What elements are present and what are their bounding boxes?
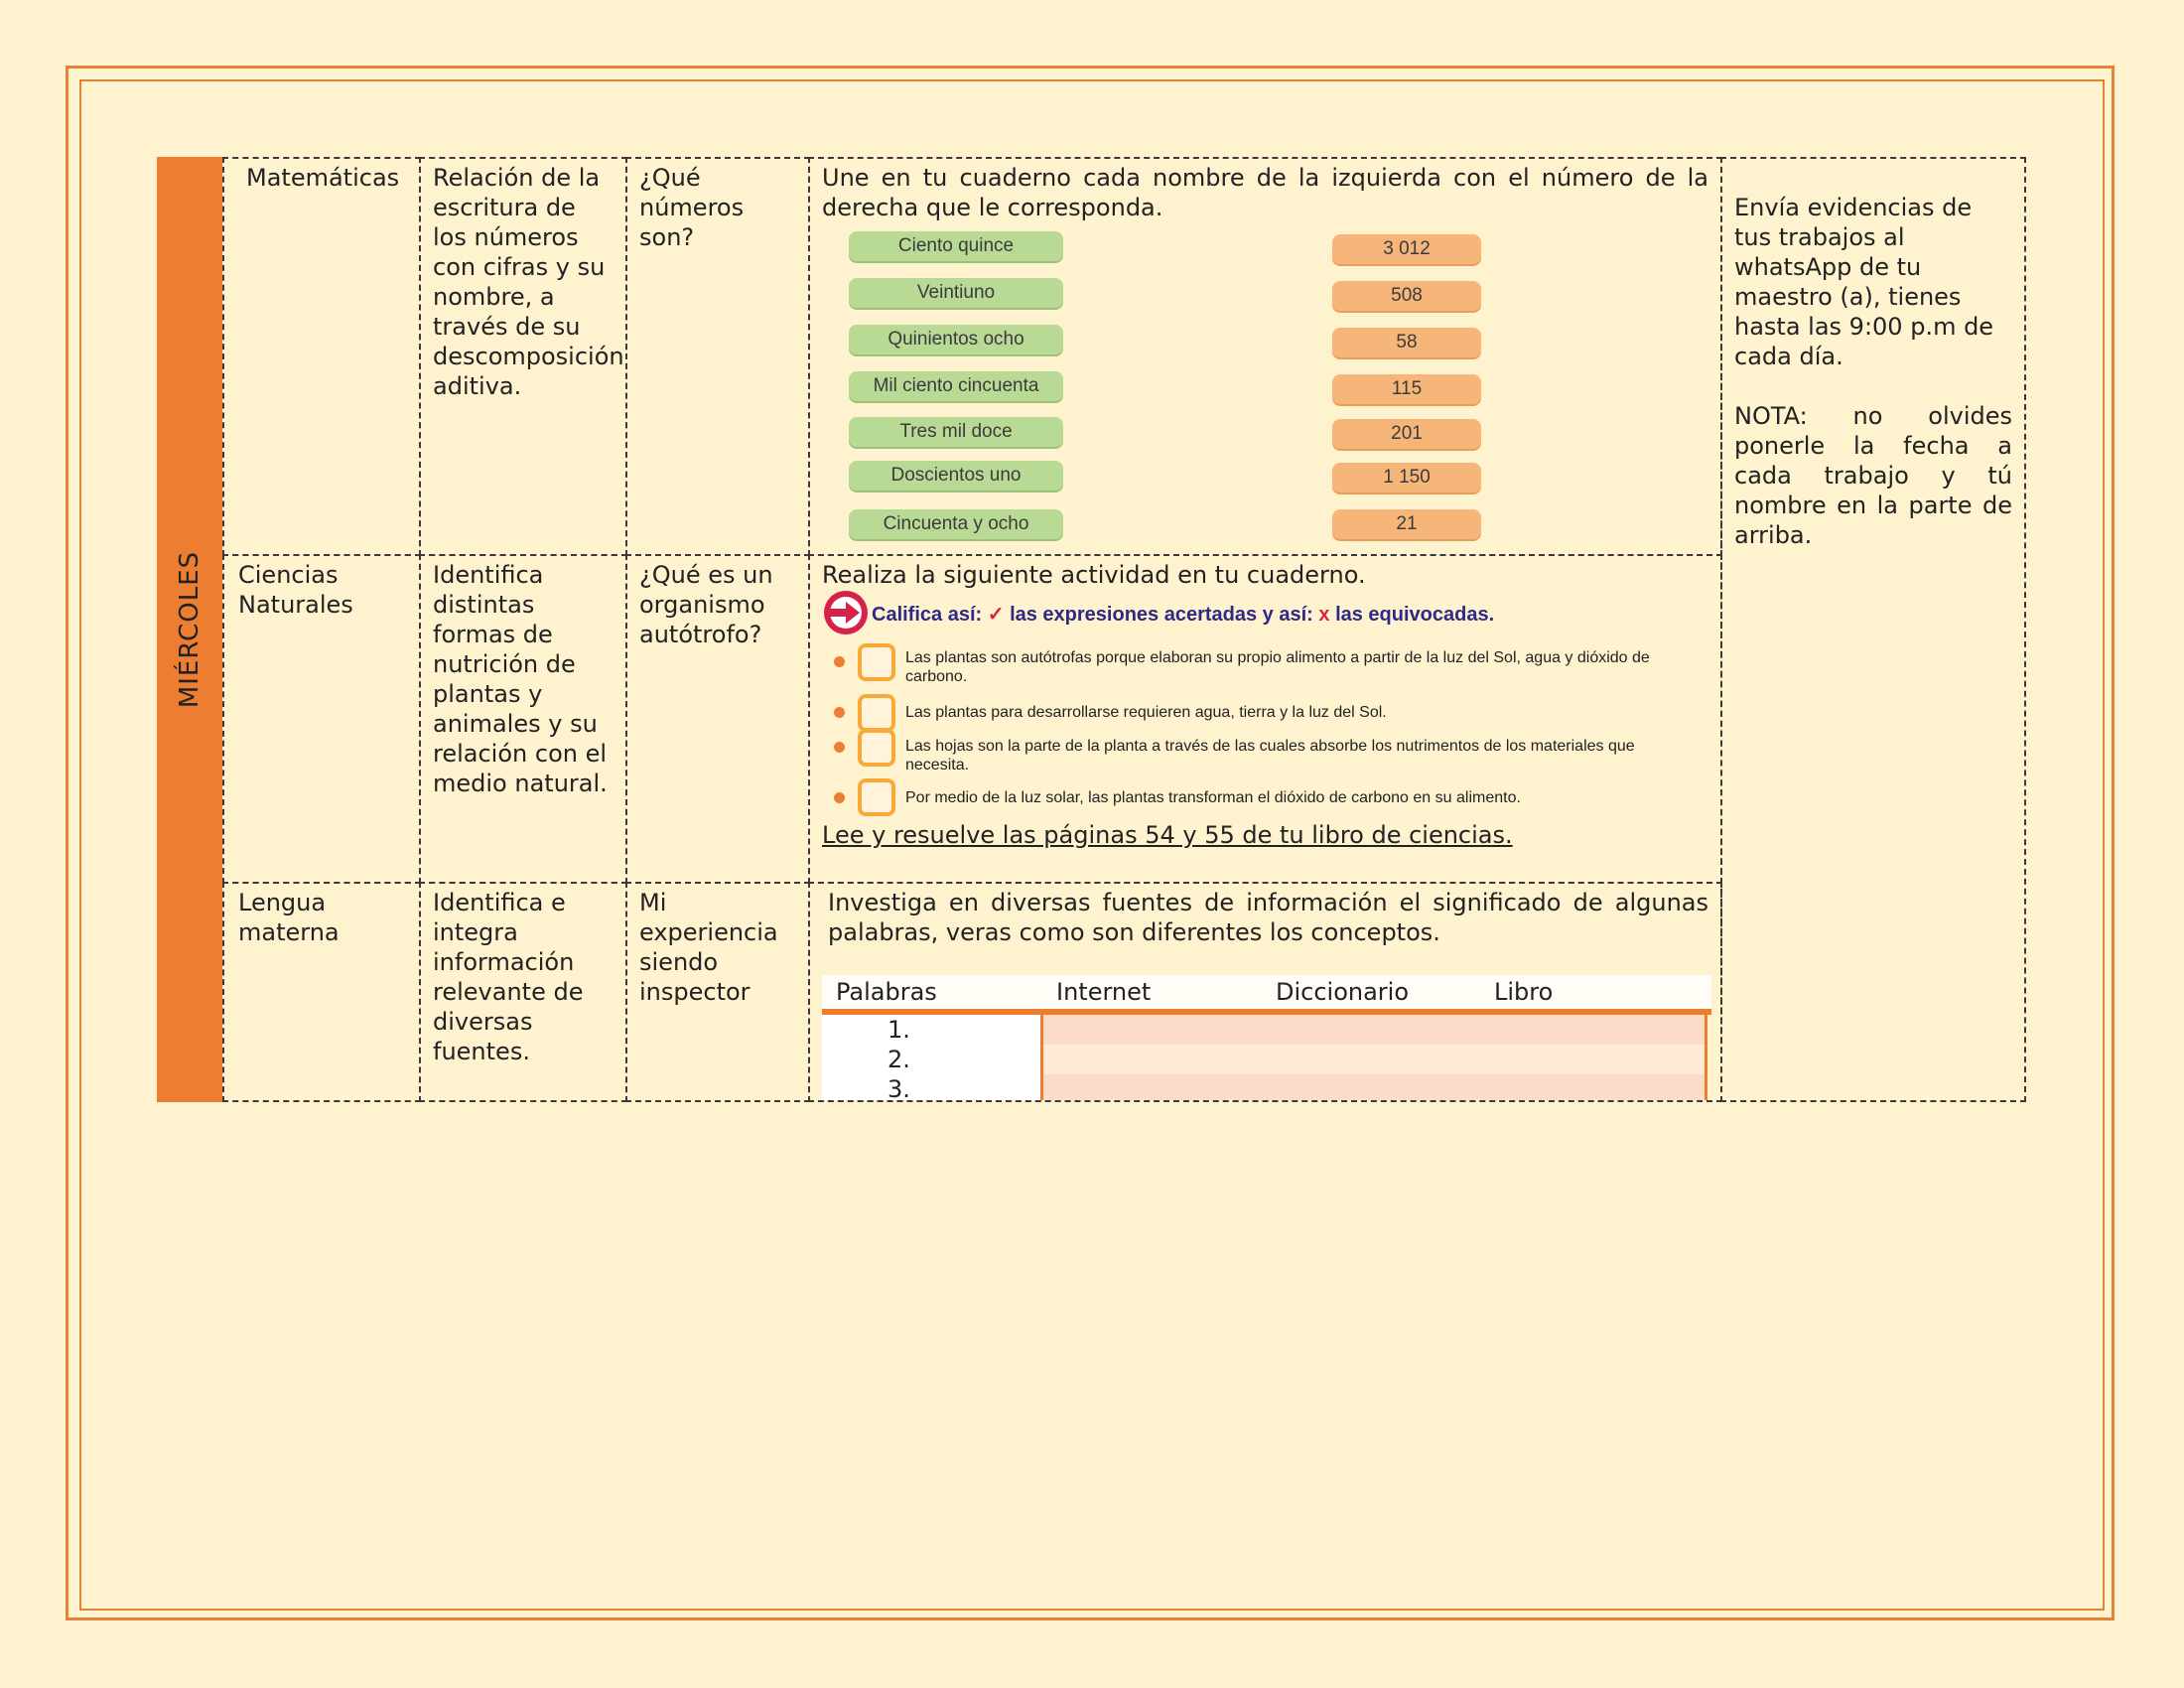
name-pill: Tres mil doce <box>849 417 1063 447</box>
answer-area[interactable] <box>1043 1045 1705 1074</box>
name-pill: Ciento quince <box>849 231 1063 261</box>
topic-cell-math <box>625 157 810 556</box>
reminder-note: NOTA: no olvides ponerle la fecha a cada trabajo y tú nombre en la parte de arriba. <box>1734 402 2012 549</box>
matching-exercise <box>810 159 1720 554</box>
grading-instructions: Califica así: ✓ las expresiones acertadas y así: x las equivocadas. <box>872 604 1495 626</box>
name-pill: Cincuenta y ocho <box>849 509 1063 539</box>
subject-label: Ciencias Naturales <box>238 561 353 619</box>
name-pill: Doscientos uno <box>849 461 1063 491</box>
activity-cell-math <box>808 157 1722 556</box>
bullet-icon <box>834 707 845 718</box>
learning-cell-math <box>419 157 627 556</box>
subject-label: Matemáticas <box>246 164 400 192</box>
answer-checkbox[interactable] <box>858 729 895 767</box>
activity-instruction: Investiga en diversas fuentes de información el significado de algunas palabras, veras como son diferentes los conceptos. <box>828 889 1708 946</box>
header-internet: Internet <box>1056 978 1152 1006</box>
learning-text: Identifica e integra información relevante de diversas fuentes. <box>433 889 584 1065</box>
words-table <box>822 975 1711 1100</box>
learning-text: Relación de la escritura de los números con cifras y su nombre, a través de su descomposición aditiva. <box>433 164 624 400</box>
subject-cell-science <box>222 554 421 884</box>
evidence-note: Envía evidencias de tus trabajos al whatsApp de tu maestro (a), tienes hasta las 9:00 p.m de cada día. <box>1734 194 1994 370</box>
number-pill: 21 <box>1332 509 1481 539</box>
reading-assignment: Lee y resuelve las páginas 54 y 55 de tu libro de ciencias. <box>822 821 1513 849</box>
name-pill: Veintiuno <box>849 278 1063 308</box>
activity-cell-science <box>808 554 1722 884</box>
number-pill: 1 150 <box>1332 463 1481 492</box>
table-row <box>822 1015 1711 1045</box>
learning-text: Identifica distintas formas de nutrición de plantas y animales y su relación con el medio natural. <box>433 561 608 797</box>
check-mark-icon: ✓ <box>987 604 1005 626</box>
bullet-icon <box>834 792 845 803</box>
row-number: 2. <box>887 1046 910 1073</box>
statement-text: Las plantas son autótrofas porque elaboran su propio alimento a partir de la luz del Sol, agua y dióxido de carbono. <box>905 649 1650 685</box>
header-libro: Libro <box>1494 978 1554 1006</box>
topic-text: ¿Qué es un organismo autótrofo? <box>639 561 773 648</box>
row-number: 3. <box>887 1075 910 1102</box>
answer-checkbox[interactable] <box>858 694 895 732</box>
row-number: 1. <box>887 1016 910 1044</box>
topic-text: Mi experiencia siendo inspector <box>639 889 778 1006</box>
statement-text: Por medio de la luz solar, las plantas transforman el dióxido de carbono en su alimento. <box>905 789 1521 806</box>
number-pill: 508 <box>1332 281 1481 311</box>
statement-text: Las hojas son la parte de la planta a través de las cuales absorbe los nutrimentos de los materiales que necesita. <box>905 738 1635 774</box>
activity-instruction: Une en tu cuaderno cada nombre de la izquierda con el número de la derecha que le corresponda. <box>822 164 1708 221</box>
statement-text: Las plantas para desarrollarse requieren agua, tierra y la luz del Sol. <box>905 704 1387 721</box>
name-pill: Mil ciento cincuenta <box>849 371 1063 401</box>
answer-area[interactable] <box>1043 1074 1705 1102</box>
subject-cell-language <box>222 882 421 1102</box>
answer-checkbox[interactable] <box>858 643 895 681</box>
arrow-right-icon <box>824 591 868 634</box>
bullet-icon <box>834 656 845 667</box>
words-table-header <box>822 975 1711 1009</box>
subject-label: Lengua materna <box>238 889 340 946</box>
answer-area[interactable] <box>1043 1015 1705 1045</box>
subject-cell-math <box>222 157 421 556</box>
learning-cell-science <box>419 554 627 884</box>
table-row <box>822 1045 1711 1074</box>
answer-checkbox[interactable] <box>858 778 895 816</box>
cross-mark-icon: x <box>1318 604 1330 626</box>
side-note-cell <box>1720 157 2026 1102</box>
topic-cell-science <box>625 554 810 884</box>
name-pill: Quinientos ocho <box>849 325 1063 354</box>
number-pill: 3 012 <box>1332 234 1481 264</box>
topic-text: ¿Qué números son? <box>639 164 745 251</box>
day-column <box>157 157 222 1102</box>
activity-instruction: Realiza la siguiente actividad en tu cuaderno. <box>822 561 1366 589</box>
topic-cell-language <box>625 882 810 1102</box>
schedule-table <box>157 157 2026 1102</box>
header-palabras: Palabras <box>836 978 937 1006</box>
number-pill: 58 <box>1332 328 1481 357</box>
table-row <box>822 1074 1711 1102</box>
bullet-icon <box>834 742 845 753</box>
header-diccionario: Diccionario <box>1276 978 1410 1006</box>
number-pill: 115 <box>1332 374 1481 404</box>
activity-cell-language <box>808 882 1722 1102</box>
arrow-icon <box>824 591 868 634</box>
true-false-exercise <box>810 556 1720 882</box>
number-pill: 201 <box>1332 419 1481 449</box>
day-label: MIÉRCOLES <box>175 550 205 709</box>
learning-cell-language <box>419 882 627 1102</box>
